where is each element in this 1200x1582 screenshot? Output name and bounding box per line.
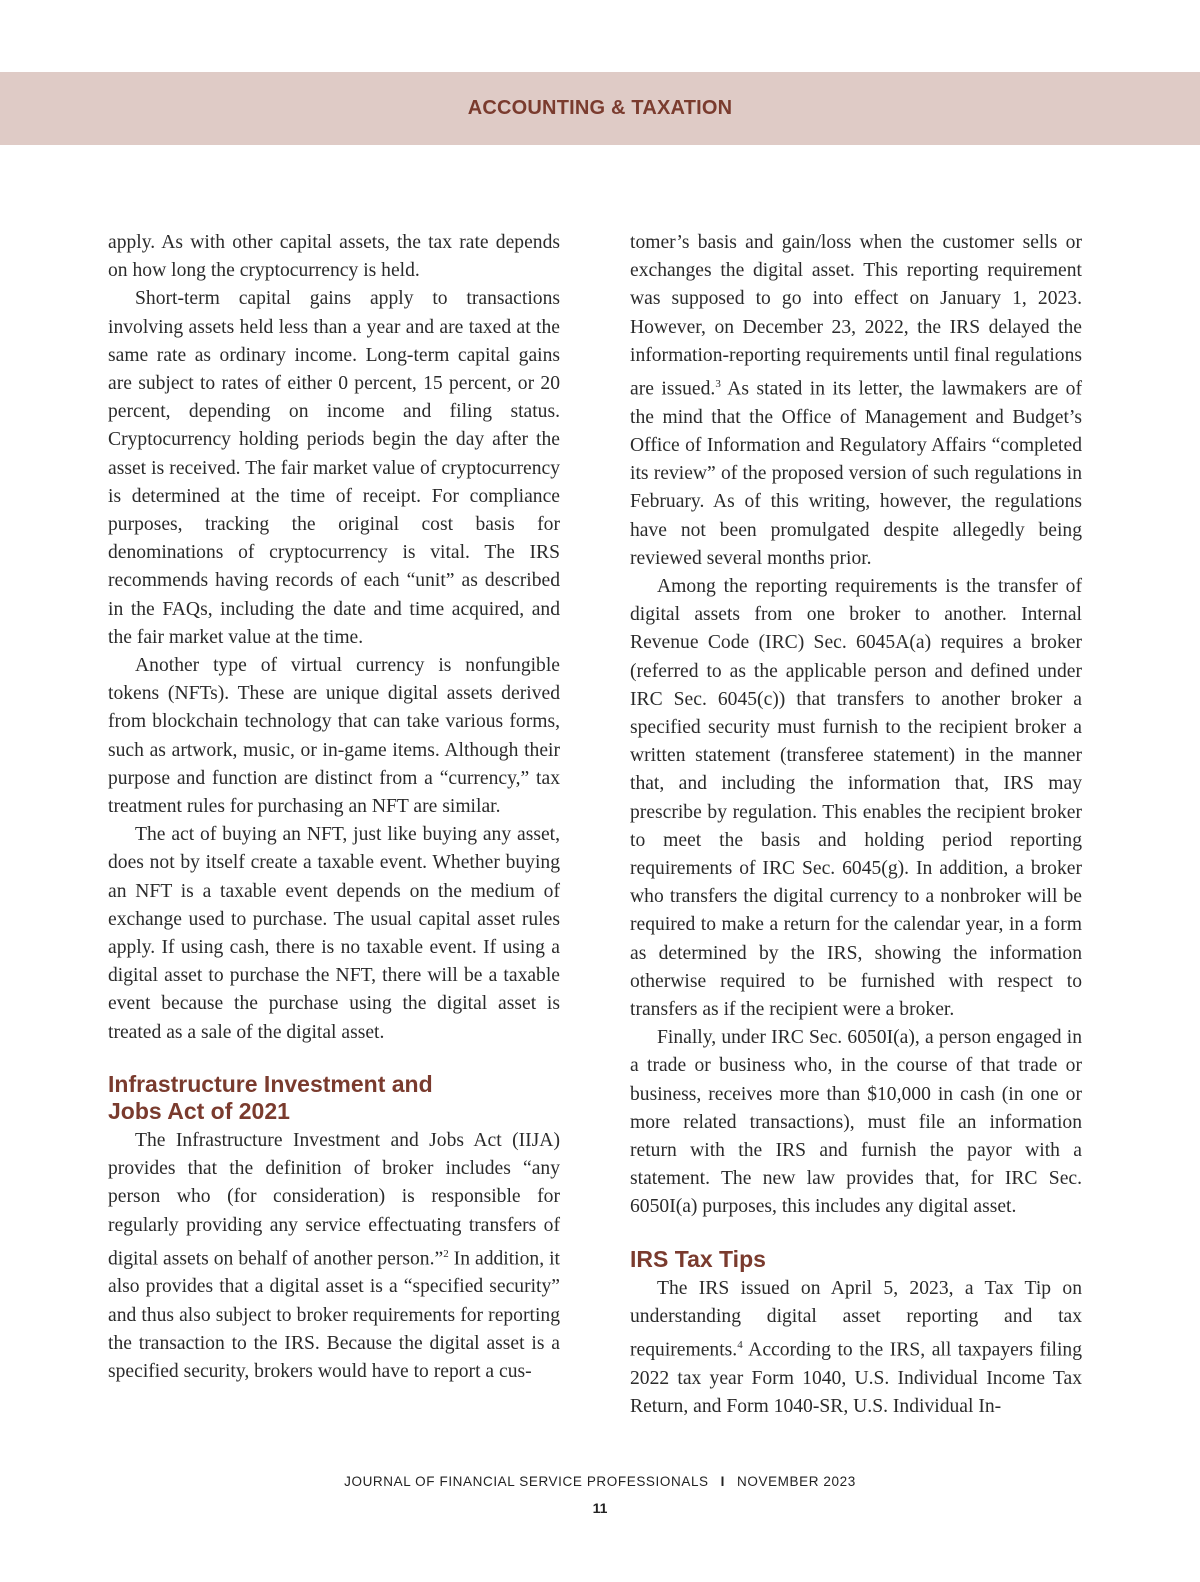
section-heading: IRS Tax Tips (630, 1245, 766, 1272)
paragraph-text: The IRS issued on April 5, 2023, a Tax Tip on understanding digital asset reporting and tax requirements. (630, 1277, 1082, 1361)
paragraph: apply. As with other capital assets, the tax rate depends on how long the cryptocurrency is held. (108, 232, 560, 282)
paragraph-text: According to the IRS, all taxpayers filing 2022 tax year Form 1040, U.S. Individual Income Tax Return, and Form 1040-SR, U.S. Individual In- (630, 1339, 1082, 1417)
paragraph (630, 1275, 1082, 1422)
paragraph: The act of buying an NFT, just like buying any asset, does not by itself create a taxable event. Whether buying an NFT is a taxable event depends on the medium of exchange used to purchase. The usual capital asset rules apply. If using cash, there is no taxable event. If using a digital asset to purchase the NFT, there will be a taxable event because the purchase using the digital asset is treated as a sale of the digital asset. (108, 824, 560, 1043)
paragraph: Another type of virtual currency is nonfungible tokens (NFTs). These are unique digital assets derived from blockchain technology that can take various forms, such as artwork, music, or in-game items. Although their purpose and function are distinct from a “currency,” tax treatment rules for purchasing an NFT are similar. (108, 655, 560, 818)
heading-line: Jobs Act of 2021 (108, 1097, 290, 1124)
footnote-marker: 3 (715, 378, 721, 391)
footnote-marker: 4 (737, 1339, 743, 1352)
heading-line: Infrastructure Investment and (108, 1070, 433, 1097)
paragraph (108, 1127, 560, 1386)
paragraph-text: The Infrastructure Investment and Jobs Act (IIJA) provides that the definition of broker includes “any person who (for consideration) is responsible for regularly providing any service effectuating transfers of digital assets on behalf of another person.” (108, 1129, 560, 1270)
left-column (108, 229, 560, 1386)
paragraph: Among the reporting requirements is the transfer of digital assets from one broker to another. Internal Revenue Code (IRC) Sec. 6045A(a) requires a broker (referred to as the applicable person and defined under IRC Sec. 6045(c)) that transfers to another broker a specified security must furnish to the recipient broker a written statement (transferee statement) in the manner that, and including the information that, IRS may prescribe by regulation. This enables the recipient broker to meet the basis and holding period reporting requirements of IRC Sec. 6045(g). In addition, a broker who transfers the digital currency to a nonbroker will be required to make a return for the calendar year, in a form as determined by the IRS, showing the information otherwise required to be furnished with respect to transfers as if the recipient were a broker. (630, 575, 1082, 1021)
paragraph (630, 229, 1082, 573)
right-column (630, 229, 1082, 1421)
issue-date: NOVEMBER 2023 (737, 1474, 856, 1489)
page-number: 11 (592, 1500, 608, 1516)
paragraph-text: As stated in its letter, the lawmakers are of the mind that the Office of Management and Budget’s Office of Information and Regulatory Affairs “completed its review” of the proposed version of such regulations in February. As of this writing, however, the regulations have not been promulgated despite allegedly being reviewed several months prior. (630, 378, 1083, 569)
paragraph-text: tomer’s basis and gain/loss when the customer sells or exchanges the digital asset. This reporting requirement was supposed to go into effect on January 1, 2023. However, on December 23, 2022, the IRS delayed the information-reporting requirements until final regulations are issued. (630, 232, 1082, 400)
footer-separator: I (720, 1474, 726, 1489)
footnote-marker: 2 (443, 1247, 449, 1260)
page-footer (0, 1474, 1200, 1489)
paragraph-text: In addition, it also provides that a digital asset is a “specified security” and thus also subject to broker requirements for reporting the transaction to the IRS. Because the digital asset is a specified security, brokers would have to report a cus- (108, 1248, 560, 1383)
section-header-band (0, 72, 1200, 145)
section-title: ACCOUNTING & TAXATION (467, 97, 733, 119)
journal-name: JOURNAL OF FINANCIAL SERVICE PROFESSIONALS (344, 1474, 709, 1489)
section-heading (108, 1071, 560, 1125)
paragraph: Finally, under IRC Sec. 6050I(a), a person engaged in a trade or business who, in the course of that trade or business, receives more than $10,000 in cash (in one or more related transactions), must file an information return with the IRS and furnish the payor with a statement. The new law provides that, for IRC Sec. 6050I(a) purposes, this includes any digital asset. (630, 1027, 1082, 1218)
paragraph: Short-term capital gains apply to transactions involving assets held less than a year and are taxed at the same rate as ordinary income. Long-term capital gains are subject to rates of either 0 percent, 15 percent, or 20 percent, depending on income and filing status. Cryptocurrency holding periods begin the day after the asset is received. The fair market value of cryptocurrency is determined at the time of receipt. For compliance purposes, tracking the original cost basis for denominations of cryptocurrency is vital. The IRS recommends having records of each “unit” as described in the FAQs, including the date and time acquired, and the fair market value at the time. (108, 288, 560, 648)
